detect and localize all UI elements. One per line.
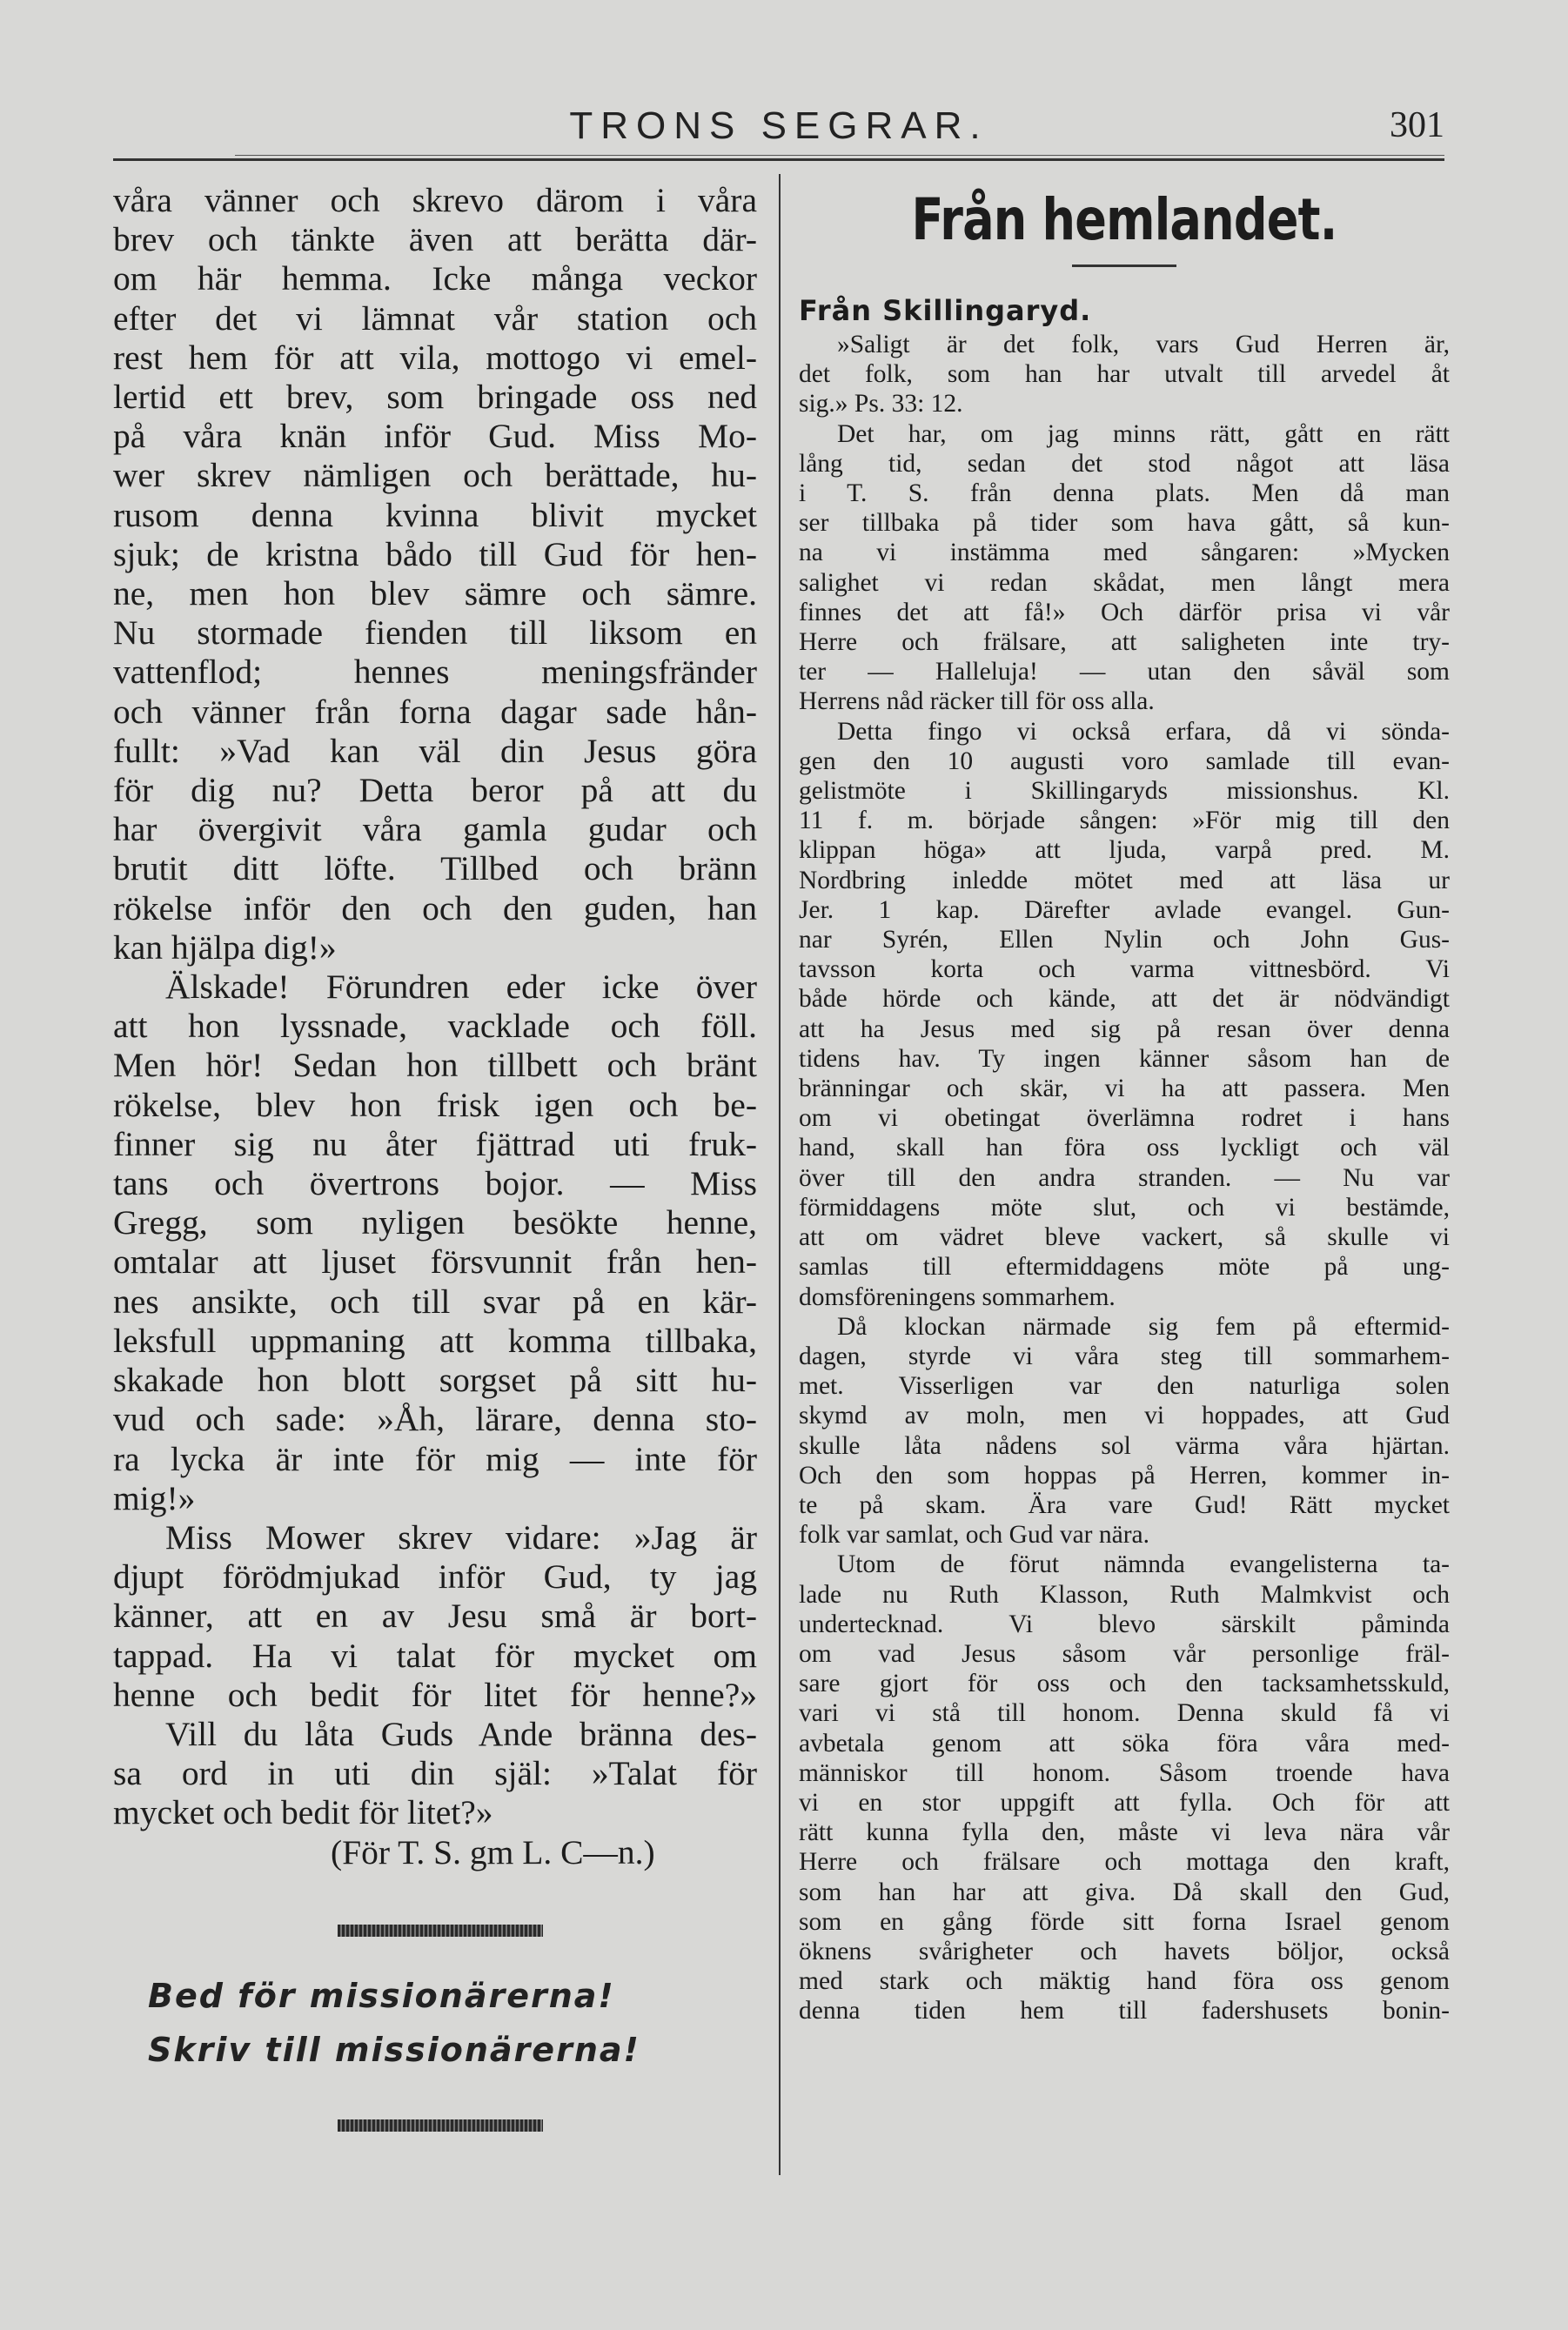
text-line: tans och övertrons bojor. — Miss [113, 1164, 757, 1203]
text-line: Men hör! Sedan hon tillbett och bränt [113, 1046, 757, 1085]
text-line: klippan höga» att ljuda, varpå pred. M. [799, 836, 1450, 865]
text-line: Herre och frälsare, att saligheten inte try- [799, 628, 1450, 657]
text-line: människor till honom. Såsom troende hava [799, 1758, 1450, 1787]
text-line: sjuk; de kristna bådo till Gud för hen- [113, 534, 757, 573]
text-line: Herre och frälsare och mottaga den kraft, [799, 1848, 1450, 1877]
text-line: Det har, om jag minns rätt, gått en rätt [837, 419, 1450, 448]
text-line: rätt kunna fylla den, måste vi leva nära vår [799, 1818, 1450, 1847]
article-heading: Från Skillingaryd. [799, 294, 1092, 327]
text-line: gelistmöte i Skillingaryds missionshus. Kl. [799, 777, 1450, 806]
text-line: lertid ett brev, som bringade oss ned [113, 378, 757, 417]
text-line: lade nu Ruth Klasson, Ruth Malmkvist och [799, 1580, 1450, 1609]
decorative-bar [338, 1925, 543, 1937]
text-line: kan hjälpa dig!» [113, 927, 337, 967]
text-line: vud och sade: »Åh, lärare, denna sto- [113, 1400, 757, 1439]
text-line: dagen, styrde vi våra steg till sommarhem- [799, 1342, 1450, 1370]
text-line: domsföreningens sommarhem. [799, 1282, 1116, 1311]
text-line: har övergivit våra gamla gudar och [113, 810, 757, 849]
text-line: Gregg, som nyligen besökte henne, [113, 1203, 757, 1242]
text-line: undertecknad. Vi blevo särskilt påminda [799, 1610, 1450, 1638]
text-line: te på skam. Ära vare Gud! Rätt mycket [799, 1490, 1450, 1519]
text-line: över till den andra stranden. — Nu var [799, 1163, 1450, 1192]
text-line: nar Syrén, Ellen Nylin och John Gus- [799, 926, 1450, 954]
text-line: Detta fingo vi också erfara, då vi sönda- [837, 717, 1450, 746]
text-line: ser tillbaka på tider som hava gått, så kun- [799, 509, 1450, 538]
text-line: öknens svårigheter och havets böljor, också [799, 1937, 1450, 1965]
text-line: gen den 10 augusti voro samlade till evan- [799, 747, 1450, 775]
text-line: Nu stormade fienden till liksom en [113, 613, 757, 653]
text-line: leksfull uppmaning att komma tillbaka, [113, 1321, 757, 1360]
text-line: henne och bedit för litet för henne?» [113, 1675, 757, 1714]
right-column [799, 181, 1450, 2026]
text-line: förmiddagens möte slut, och vi bestämde, [799, 1193, 1450, 1222]
text-line: om vad Jesus såsom vår personlige fräl- [799, 1639, 1450, 1668]
text-line: som han har att giva. Då skall den Gud, [799, 1878, 1450, 1906]
text-line: vattenflod; hennes meningsfränder [113, 653, 757, 692]
text-line: avbetala genom att söka föra våra med- [799, 1729, 1450, 1758]
text-line: rest hem för att vila, mottogo vi emel- [113, 338, 757, 377]
text-line: mycket och bedit för litet?» [113, 1793, 493, 1832]
text-line: samlas till eftermiddagens möte på ung- [799, 1253, 1450, 1282]
decorative-bar [338, 2119, 543, 2132]
text-line: rökelse inför den och den guden, han [113, 888, 757, 927]
text-line: denna tiden hem till fadershusets bonin- [799, 1997, 1450, 2025]
text-line: lång tid, sedan det stod något att läsa [799, 449, 1450, 478]
text-line: skymd av moln, men vi hoppades, att Gud [799, 1402, 1450, 1430]
text-line: i T. S. från denna plats. Men då man [799, 479, 1450, 508]
text-line: djupt förödmjukad inför Gud, ty jag [113, 1557, 757, 1597]
text-line: om vi obetingat överlämna rodret i hans [799, 1104, 1450, 1133]
text-line: ter — Halleluja! — utan den såväl som [799, 658, 1450, 686]
text-line: Utom de förut nämnda evangelisterna ta- [837, 1550, 1450, 1579]
text-line: för dig nu? Detta beror på att du [113, 771, 757, 810]
text-line: Då klockan närmade sig fem på eftermid- [837, 1312, 1450, 1341]
appeal-pray: Bed för missionärerna! [148, 1977, 615, 2015]
text-line: brev och tänkte även att berätta där- [113, 220, 757, 259]
text-line: tavsson korta och varma vittnesbörd. Vi [799, 955, 1450, 984]
text-line: fullt: »Vad kan väl din Jesus göra [113, 731, 757, 770]
text-line: känner, att en av Jesu små är bort- [113, 1597, 757, 1636]
text-line: ra lycka är inte för mig — inte för [113, 1439, 757, 1478]
text-line: Älskade! Förundren eder icke över [165, 967, 757, 1007]
text-line: rusom denna kvinna blivit mycket [113, 495, 757, 534]
text-line: Herrens nåd räcker till för oss alla. [799, 687, 1155, 716]
signature: (För T. S. gm L. C—n.) [331, 1832, 655, 1871]
page-number: 301 [1390, 105, 1444, 145]
text-line: att om vädret bleve vackert, så skulle vi [799, 1223, 1450, 1252]
journal-title: TRONS SEGRAR. [569, 104, 988, 147]
text-line: Nordbring inledde mötet med att läsa ur [799, 866, 1450, 894]
text-line: 11 f. m. började sången: »För mig till den [799, 807, 1450, 835]
text-line: ne, men hon blev sämre och sämre. [113, 574, 757, 613]
text-line: skakade hon blott sorgset på sitt hu- [113, 1361, 757, 1400]
text-line: rökelse, blev hon frisk igen och be- [113, 1085, 757, 1124]
text-line: salighet vi redan skådat, men långt mera [799, 568, 1450, 597]
text-line: efter det vi lämnat vår station och [113, 298, 757, 338]
text-line: på våra knän inför Gud. Miss Mo- [113, 417, 757, 456]
section-heading: Från hemlandet. [911, 186, 1337, 253]
text-line: omtalar att ljuset försvunnit från hen- [113, 1242, 757, 1282]
text-line: med stark och mäktig hand föra oss genom [799, 1967, 1450, 1996]
text-line: met. Visserligen var den naturliga solen [799, 1372, 1450, 1401]
text-line: tappad. Ha vi talat för mycket om [113, 1636, 757, 1675]
text-line: om här hemma. Icke många veckor [113, 259, 757, 298]
text-line: sare gjort för oss och den tacksamhetsskuld, [799, 1670, 1450, 1698]
text-line: sig.» Ps. 33: 12. [799, 390, 963, 418]
text-line: sa ord in uti din själ: »Talat för [113, 1754, 757, 1793]
text-line: bränningar och skär, vi ha att passera. Men [799, 1075, 1450, 1103]
text-line: och vänner från forna dagar sade hån- [113, 692, 757, 731]
text-line: som en gång förde sitt forna Israel genom [799, 1907, 1450, 1936]
running-header [113, 104, 1444, 157]
text-line: wer skrev nämligen och berättade, hu- [113, 456, 757, 495]
text-line: finner sig nu åter fjättrad uti fruk- [113, 1124, 757, 1163]
appeal-write: Skriv till missionärerna! [148, 2031, 640, 2069]
text-line: brutit ditt löfte. Tillbed och bränn [113, 849, 757, 888]
text-line: våra vänner och skrevo därom i våra [113, 181, 757, 219]
text-line: hand, skall han föra oss lyckligt och väl [799, 1134, 1450, 1162]
text-line: det folk, som han har utvalt till arvedel åt [799, 360, 1450, 389]
text-line: na vi instämma med sångaren: »Mycken [799, 539, 1450, 567]
text-line: att hon lyssnade, vacklade och föll. [113, 1007, 757, 1046]
text-line: Vill du låta Guds Ande bränna des- [165, 1714, 757, 1753]
text-line: nes ansikte, och till svar på en kär- [113, 1282, 757, 1321]
text-line: Och den som hoppas på Herren, kommer in- [799, 1461, 1450, 1490]
text-line: tidens hav. Ty ingen känner såsom han de [799, 1044, 1450, 1073]
text-line: Miss Mower skrev vidare: »Jag är [165, 1517, 757, 1557]
text-line: mig!» [113, 1478, 196, 1517]
text-line: »Saligt är det folk, vars Gud Herren är, [837, 331, 1450, 358]
text-line: finnes det att få!» Och därför prisa vi vår [799, 598, 1450, 626]
header-rule [113, 158, 1444, 161]
text-line: att ha Jesus med sig på resan över denna [799, 1014, 1450, 1043]
heading-rule [1072, 264, 1176, 267]
text-line: vari vi stå till honom. Denna skuld få vi [799, 1699, 1450, 1728]
text-line: både hörde och kände, att det är nödvändigt [799, 985, 1450, 1014]
header-rule-thin [235, 155, 1444, 156]
text-line: Jer. 1 kap. Därefter avlade evangel. Gun- [799, 895, 1450, 924]
text-line: vi en stor uppgift att fylla. Och för att [799, 1788, 1450, 1817]
column-divider [779, 174, 781, 2175]
left-column [113, 181, 757, 1872]
text-line: skulle låta nådens sol värma våra hjärtan. [799, 1431, 1450, 1460]
text-line: folk var samlat, och Gud var nära. [799, 1521, 1150, 1550]
